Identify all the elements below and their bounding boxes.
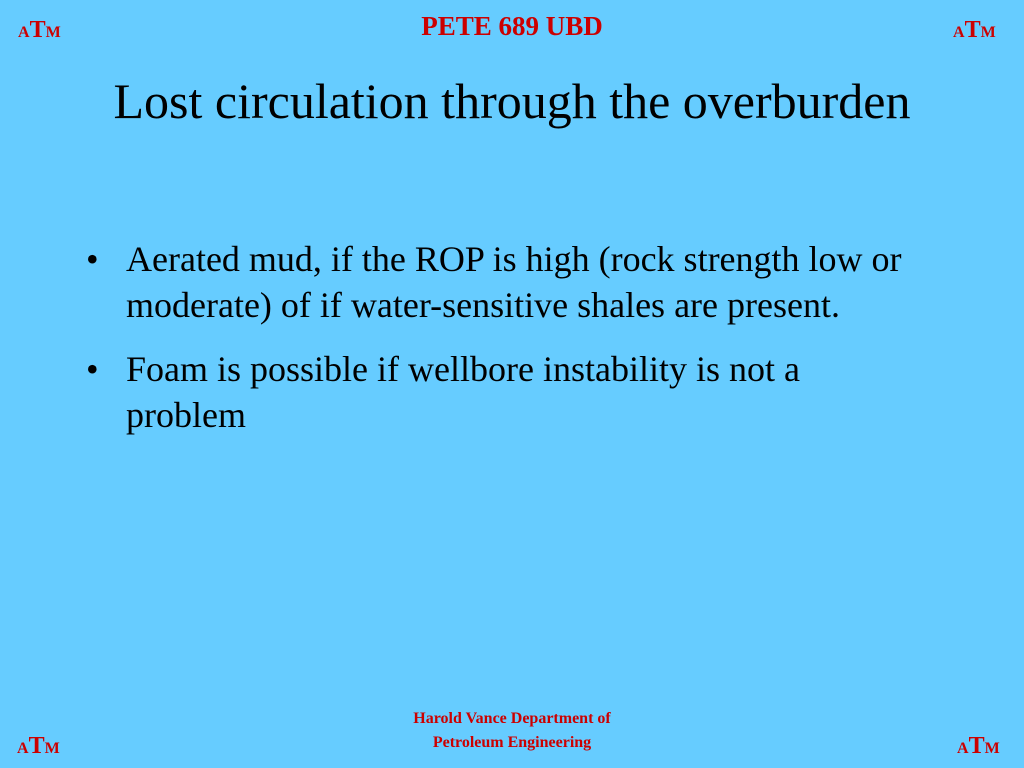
atm-logo-top-right: [953, 18, 996, 42]
footer-line-2: Petroleum Engineering: [432, 734, 592, 751]
logo-letter-a: A: [957, 740, 969, 757]
footer-line-1: Harold Vance Department of: [413, 710, 611, 727]
logo-letter-t: T: [964, 17, 981, 43]
bullet-icon: •: [86, 349, 99, 389]
logo-letter-m: M: [45, 24, 61, 41]
logo-letter-m: M: [984, 740, 1000, 757]
atm-logo-bottom-left: [17, 734, 60, 758]
atm-logo-bottom-right: [957, 734, 1000, 758]
logo-letter-a: A: [17, 740, 29, 757]
slide-title: Lost circulation through the overburden: [113, 73, 911, 129]
logo-letter-t: T: [968, 733, 985, 759]
footer-department: [312, 707, 712, 755]
logo-letter-m: M: [980, 24, 996, 41]
logo-letter-t: T: [28, 733, 45, 759]
bullet-icon: •: [86, 239, 99, 279]
bullet-item: [86, 236, 916, 328]
bullet-text: Aerated mud, if the ROP is high (rock strength low or moderate) of if water-sensitive shales are present.: [126, 239, 902, 325]
logo-letter-a: A: [953, 24, 965, 41]
logo-letter-a: A: [18, 24, 30, 41]
logo-letter-m: M: [44, 740, 60, 757]
bullet-text: Foam is possible if wellbore instability is not a problem: [126, 349, 800, 435]
course-header: PETE 689 UBD: [421, 11, 603, 41]
bullet-list: [86, 236, 916, 456]
logo-letter-t: T: [29, 17, 46, 43]
bullet-item: [86, 346, 916, 438]
